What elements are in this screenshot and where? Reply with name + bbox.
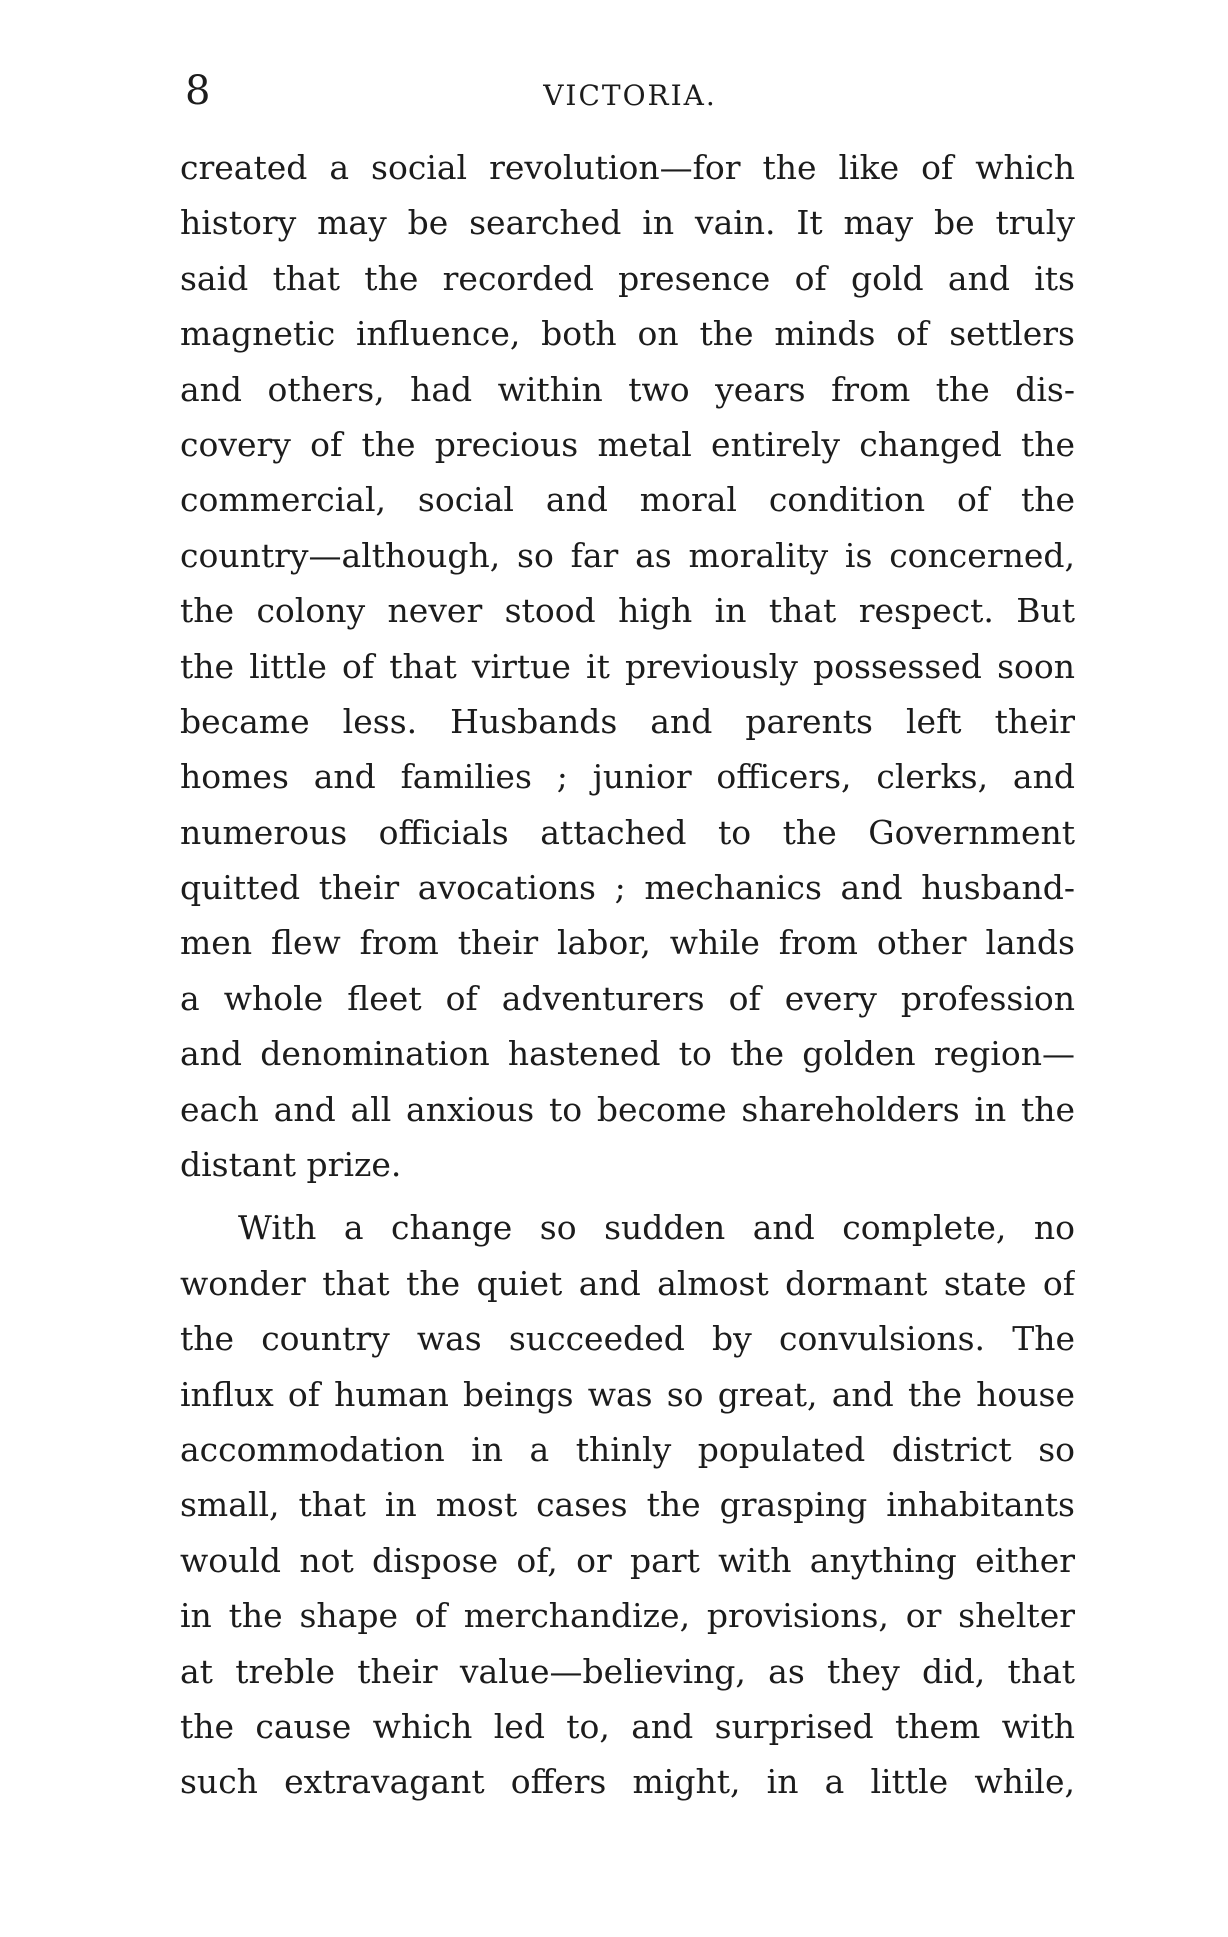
text-line: covery of the precious metal entirely changed the: [180, 424, 1075, 464]
text-line: country—although, so far as morality is concerned,: [180, 535, 1075, 575]
paragraph-gap: [180, 1192, 1075, 1200]
text-line: became less. Husbands and parents left their: [180, 701, 1075, 741]
text-line: would not dispose of, or part with anything either: [180, 1540, 1075, 1580]
text-line: the cause which led to, and surprised them with: [180, 1706, 1075, 1746]
paragraph-1: [180, 140, 1075, 1192]
text-line: the colony never stood high in that respect. But: [180, 591, 1075, 631]
text-line: a whole fleet of adventurers of every profession: [180, 978, 1075, 1018]
text-line: With a change so sudden and complete, no: [238, 1208, 1075, 1248]
body-text: [180, 140, 1075, 1810]
text-line: said that the recorded presence of gold and its: [180, 258, 1075, 298]
text-line: magnetic influence, both on the minds of settlers: [180, 314, 1075, 354]
text-line: quitted their avocations ; mechanics and husband-: [180, 868, 1075, 908]
text-line: numerous officials attached to the Government: [180, 812, 1075, 852]
text-line: commercial, social and moral condition of the: [180, 480, 1075, 520]
running-title: VICTORIA.: [543, 79, 717, 112]
text-line: the country was succeeded by convulsions. The: [180, 1319, 1075, 1359]
text-line: such extravagant offers might, in a little while,: [180, 1762, 1075, 1802]
text-line: each and all anxious to become shareholders in the: [180, 1089, 1075, 1129]
text-line: distant prize.: [180, 1145, 402, 1185]
text-line: the little of that virtue it previously possessed soon: [180, 646, 1075, 686]
paragraph-2: [180, 1200, 1075, 1809]
text-line: created a social revolution—for the like of which: [180, 148, 1075, 187]
text-line: history may be searched in vain. It may be truly: [180, 203, 1075, 243]
running-head: [185, 62, 1075, 122]
text-line: homes and families ; junior officers, clerks, and: [180, 757, 1075, 797]
text-line: and others, had within two years from the dis-: [180, 369, 1075, 409]
text-line: wonder that the quiet and almost dormant state of: [180, 1263, 1075, 1303]
text-line: and denomination hastened to the golden region—: [180, 1034, 1075, 1074]
text-line: men flew from their labor, while from other lands: [180, 923, 1075, 963]
text-line: in the shape of merchandize, provisions, or shelter: [180, 1596, 1075, 1636]
page-number: 8: [185, 68, 211, 114]
text-line: small, that in most cases the grasping inhabitants: [180, 1485, 1075, 1525]
text-line: at treble their value—believing, as they did, that: [180, 1651, 1075, 1691]
text-line: influx of human beings was so great, and the house: [180, 1374, 1075, 1414]
text-line: accommodation in a thinly populated district so: [180, 1429, 1075, 1469]
